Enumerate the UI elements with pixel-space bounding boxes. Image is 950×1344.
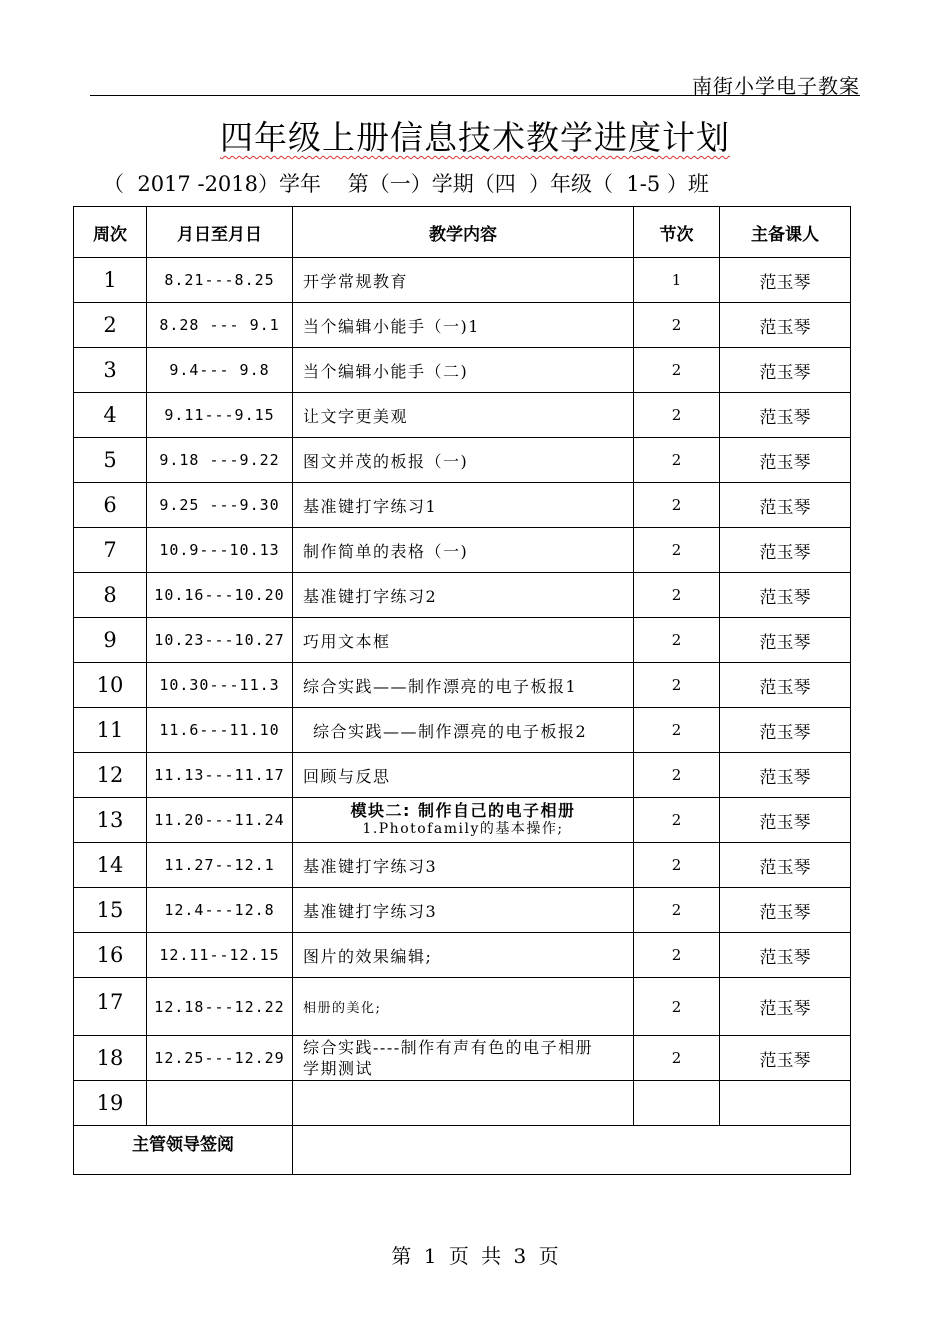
date-cell: 10.16---10.20 <box>147 573 293 618</box>
week-cell: 8 <box>74 573 147 618</box>
table-row <box>74 798 851 843</box>
content-cell: 综合实践——制作漂亮的电子板报2 <box>293 708 634 753</box>
teacher-cell: 范玉琴 <box>720 528 851 573</box>
teacher-cell: 范玉琴 <box>720 798 851 843</box>
date-cell: 11.13---11.17 <box>147 753 293 798</box>
lessons-cell <box>634 1081 720 1126</box>
header-lessons: 节次 <box>634 207 720 258</box>
supervisor-signature-label: 主管领导签阅 <box>74 1126 293 1175</box>
date-cell: 11.6---11.10 <box>147 708 293 753</box>
lessons-cell: 2 <box>634 303 720 348</box>
lessons-cell: 2 <box>634 483 720 528</box>
content-cell <box>293 798 634 843</box>
date-cell: 12.25---12.29 <box>147 1036 293 1081</box>
table-row <box>74 438 851 483</box>
teacher-cell: 范玉琴 <box>720 573 851 618</box>
week-cell: 7 <box>74 528 147 573</box>
lessons-cell: 2 <box>634 393 720 438</box>
teacher-cell: 范玉琴 <box>720 618 851 663</box>
week-cell: 13 <box>74 798 147 843</box>
week-cell: 2 <box>74 303 147 348</box>
week-cell: 11 <box>74 708 147 753</box>
page-footer: 第 1 页 共 3 页 <box>391 1244 559 1268</box>
lessons-cell: 2 <box>634 618 720 663</box>
content-cell <box>293 1081 634 1126</box>
content-cell: 综合实践----制作有声有色的电子相册 学期测试 <box>293 1036 634 1081</box>
lessons-cell: 2 <box>634 798 720 843</box>
teacher-cell: 范玉琴 <box>720 708 851 753</box>
page-subtitle: （ 2017 -2018）学年 第（一）学期（四 ）年级（ 1-5 ）班 <box>103 172 709 196</box>
week-cell: 4 <box>74 393 147 438</box>
lessons-cell: 2 <box>634 663 720 708</box>
week-cell: 19 <box>74 1081 147 1126</box>
table-row <box>74 573 851 618</box>
lessons-cell: 2 <box>634 888 720 933</box>
content-cell: 综合实践——制作漂亮的电子板报1 <box>293 663 634 708</box>
content-cell: 当个编辑小能手（二) <box>293 348 634 393</box>
header-divider <box>90 95 860 96</box>
content-cell: 基准键打字练习3 <box>293 843 634 888</box>
date-cell: 9.18 ---9.22 <box>147 438 293 483</box>
schedule-table <box>73 206 851 1175</box>
table-row <box>74 753 851 798</box>
table-row <box>74 843 851 888</box>
content-cell: 回顾与反思 <box>293 753 634 798</box>
module-lesson: 1.Photofamily的基本操作; <box>362 821 564 837</box>
content-cell: 图文并茂的板报（一) <box>293 438 634 483</box>
table-row <box>74 303 851 348</box>
date-cell: 8.28 --- 9.1 <box>147 303 293 348</box>
table-row <box>74 888 851 933</box>
teacher-cell: 范玉琴 <box>720 933 851 978</box>
date-cell: 9.4--- 9.8 <box>147 348 293 393</box>
teacher-cell: 范玉琴 <box>720 843 851 888</box>
lessons-cell: 2 <box>634 573 720 618</box>
teacher-cell: 范玉琴 <box>720 978 851 1036</box>
table-row <box>74 663 851 708</box>
table-row <box>74 1081 851 1126</box>
lessons-cell: 1 <box>634 258 720 303</box>
date-cell <box>147 1081 293 1126</box>
header-content: 教学内容 <box>293 207 634 258</box>
week-cell: 5 <box>74 438 147 483</box>
week-cell: 12 <box>74 753 147 798</box>
lessons-cell: 2 <box>634 978 720 1036</box>
teacher-cell <box>720 1081 851 1126</box>
date-cell: 12.11--12.15 <box>147 933 293 978</box>
date-cell: 12.18---12.22 <box>147 978 293 1036</box>
week-cell: 3 <box>74 348 147 393</box>
table-row <box>74 528 851 573</box>
week-cell: 9 <box>74 618 147 663</box>
week-cell: 6 <box>74 483 147 528</box>
content-cell: 当个编辑小能手（一)1 <box>293 303 634 348</box>
lessons-cell: 2 <box>634 1036 720 1081</box>
teacher-cell: 范玉琴 <box>720 393 851 438</box>
content-cell: 基准键打字练习2 <box>293 573 634 618</box>
date-cell: 10.9---10.13 <box>147 528 293 573</box>
supervisor-signature-field <box>293 1126 851 1175</box>
table-row <box>74 618 851 663</box>
content-cell: 图片的效果编辑; <box>293 933 634 978</box>
table-row <box>74 978 851 1036</box>
week-cell: 17 <box>74 978 147 1036</box>
page-title: 四年级上册信息技术教学进度计划 <box>220 118 730 157</box>
week-cell: 15 <box>74 888 147 933</box>
module-title: 模块二: 制作自己的电子相册 <box>350 801 576 820</box>
teacher-cell: 范玉琴 <box>720 303 851 348</box>
date-cell: 9.25 ---9.30 <box>147 483 293 528</box>
content-cell: 制作简单的表格（一) <box>293 528 634 573</box>
lessons-cell: 2 <box>634 933 720 978</box>
lessons-cell: 2 <box>634 753 720 798</box>
lessons-cell: 2 <box>634 528 720 573</box>
lessons-cell: 2 <box>634 438 720 483</box>
table-row <box>74 933 851 978</box>
content-cell: 让文字更美观 <box>293 393 634 438</box>
teacher-cell: 范玉琴 <box>720 663 851 708</box>
content-cell: 基准键打字练习3 <box>293 888 634 933</box>
lessons-cell: 2 <box>634 708 720 753</box>
week-cell: 16 <box>74 933 147 978</box>
date-cell: 12.4---12.8 <box>147 888 293 933</box>
content-cell: 巧用文本框 <box>293 618 634 663</box>
table-row <box>74 483 851 528</box>
teacher-cell: 范玉琴 <box>720 258 851 303</box>
content-cell: 相册的美化; <box>293 978 634 1036</box>
teacher-cell: 范玉琴 <box>720 888 851 933</box>
table-row <box>74 708 851 753</box>
date-cell: 8.21---8.25 <box>147 258 293 303</box>
week-cell: 18 <box>74 1036 147 1081</box>
header-week: 周次 <box>74 207 147 258</box>
week-cell: 10 <box>74 663 147 708</box>
teacher-cell: 范玉琴 <box>720 1036 851 1081</box>
week-cell: 1 <box>74 258 147 303</box>
sign-row <box>74 1126 851 1175</box>
table-row <box>74 1036 851 1081</box>
teacher-cell: 范玉琴 <box>720 483 851 528</box>
lessons-cell: 2 <box>634 348 720 393</box>
table-row <box>74 393 851 438</box>
teacher-cell: 范玉琴 <box>720 753 851 798</box>
table-row <box>74 258 851 303</box>
date-cell: 11.27--12.1 <box>147 843 293 888</box>
lessons-cell: 2 <box>634 843 720 888</box>
teacher-cell: 范玉琴 <box>720 438 851 483</box>
content-cell: 基准键打字练习1 <box>293 483 634 528</box>
table-row <box>74 348 851 393</box>
date-cell: 10.30---11.3 <box>147 663 293 708</box>
teacher-cell: 范玉琴 <box>720 348 851 393</box>
date-cell: 10.23---10.27 <box>147 618 293 663</box>
header-dates: 月日至月日 <box>147 207 293 258</box>
header-school-label: 南街小学电子教案 <box>692 74 860 98</box>
week-cell: 14 <box>74 843 147 888</box>
header-teacher: 主备课人 <box>720 207 851 258</box>
content-cell: 开学常规教育 <box>293 258 634 303</box>
date-cell: 9.11---9.15 <box>147 393 293 438</box>
table-header-row <box>74 207 851 258</box>
date-cell: 11.20---11.24 <box>147 798 293 843</box>
